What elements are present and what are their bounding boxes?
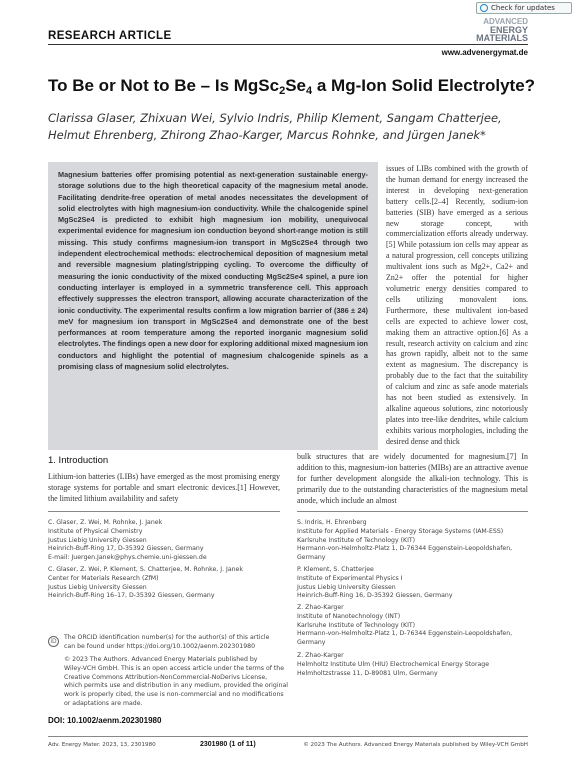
affiliation-line: C. Glaser, Z. Wei, P. Klement, S. Chatterjee, M. Rohnke, J. Janek xyxy=(48,566,243,573)
affiliation-block xyxy=(48,519,280,563)
footer-copyright: © 2023 The Authors. Advanced Energy Materials published by Wiley-VCH GmbH xyxy=(303,742,528,748)
affiliation-line: S. Indris, H. Ehrenberg xyxy=(297,519,367,526)
affiliation-line: Helmholtzstrasse 11, D-89081 Ulm, Germany xyxy=(297,669,438,677)
affiliation-line: Helmholtz Institute Ulm (HIU) Electrochemical Energy Storage xyxy=(297,660,490,668)
body-column-right: issues of LIBs combined with the growth of the human demand for energy increased the interest in developing next-generation battery cells.[2–4] Recently, sodium-ion batteries (SIB) have emerged as a serious new storage concept, with commercialization efforts already underway.[5] While potassium ion cells may appear as a natural progression, cell concepts utilizing multivalent ions such as Mg2+, Ca2+ and Zn2+ offer the potential for higher volumetric energy densities compared to cells utilizing monovalent ions. Furthermore, these multivalent ion-based cells are expected to achieve lower cost, making them an attractive option.[6] As a result, research activity on calcium and zinc has grown rapidly, albeit not to the same extent as magnesium. The discrepancy is probably due to the fact that the suitability of calcium and zinc as safe anode materials has not been studied as extensively. In alkaline aqueous solutions, zinc notoriously plates into tree-like dendrites, while calcium exhibits various morphologies, including the desired dense and thick xyxy=(386,164,528,446)
footnote-divider xyxy=(297,511,528,512)
logo-line-2: ENERGY xyxy=(489,25,528,35)
logo-line-1: ADVANCED xyxy=(483,17,528,26)
affiliation-line: Germany xyxy=(297,639,326,647)
journal-url-link[interactable]: www.advenergymat.de xyxy=(441,48,528,57)
author-list xyxy=(48,110,538,144)
title-sub: 4 xyxy=(306,85,313,97)
abstract-box xyxy=(48,162,378,450)
affiliation-line: Justus Liebig University Giessen xyxy=(297,583,396,591)
license-line: which permits use and distribution in any medium, provided the original xyxy=(64,682,288,690)
orcid-line: The ORCID identification number(s) for the author(s) of this article xyxy=(64,634,270,641)
check-for-updates-label: Check for updates xyxy=(491,4,555,12)
affiliation-block xyxy=(297,652,528,678)
affiliation-block xyxy=(297,519,528,563)
doi-label[interactable]: DOI: 10.1002/aenm.202301980 xyxy=(48,716,162,725)
refresh-icon xyxy=(480,4,488,12)
license-line: Creative Commons Attribution-NonCommercial-NoDerivs License, xyxy=(64,673,268,681)
affiliation-line: Justus Liebig University Giessen xyxy=(48,536,147,544)
affiliation-line: Hermann-von-Helmholtz-Platz 1, D-76344 Eggenstein-Leopoldshafen, xyxy=(297,630,513,638)
affiliation-line: Hermann-von-Helmholtz-Platz 1, D-76344 Eggenstein-Leopoldshafen, xyxy=(297,545,513,553)
title-sub: 2 xyxy=(279,85,286,97)
license-note xyxy=(64,656,288,709)
journal-logo xyxy=(476,18,528,42)
footnote-divider xyxy=(48,511,280,512)
affiliation-block xyxy=(297,566,528,601)
orcid-icon: iD xyxy=(48,636,59,647)
title-part: To Be or Not to Be – Is MgSc xyxy=(48,76,280,95)
logo-line-3: MATERIALS xyxy=(476,33,528,43)
title-part: Se xyxy=(285,76,307,95)
affiliation-line: Heinrich-Buff-Ring 17, D-35392 Giessen, Germany xyxy=(48,545,204,553)
affiliation-line: Institute of Nanotechnology (INT) xyxy=(297,612,401,620)
orcid-text xyxy=(64,634,269,652)
affiliation-line: P. Klement, S. Chatterjee xyxy=(297,566,374,573)
footer-citation: Adv. Energy Mater. 2023, 13, 2301980 xyxy=(48,742,156,748)
license-line: or adaptations are made. xyxy=(64,699,143,707)
affiliation-line: Z. Zhao-Karger xyxy=(297,604,344,611)
section-tag: RESEARCH ARTICLE xyxy=(48,30,172,42)
affiliation-block xyxy=(297,604,528,648)
body-paragraph-right: bulk structures that are widely documented for magnesium.[7] In addition to this, magnesium-ion batteries (MIBs) are an attractive avenue for further development alongside the alkali-ion technology. This is primarily due to the outstanding characteristics of the magnesium metal anode, which include an almost xyxy=(297,452,528,505)
header-divider xyxy=(48,44,528,45)
check-for-updates-button[interactable] xyxy=(476,2,572,14)
email-link[interactable]: E-mail: Juergen.Janek@phys.chemie.uni-giessen.de xyxy=(48,554,207,562)
author-line: Helmut Ehrenberg, Zhirong Zhao-Karger, Marcus Rohnke, and Jürgen Janek* xyxy=(48,128,486,142)
footer-page-number: 2301980 (1 of 11) xyxy=(200,741,256,748)
page-header xyxy=(48,17,528,60)
license-line: Wiley-VCH GmbH. This is an open access article under the terms of the xyxy=(64,664,285,672)
body-column-left: Lithium-ion batteries (LIBs) have emerged as the most promising energy storage systems for portable and smart electronic devices.[1] However, the limited lithium availability and safety xyxy=(48,472,280,503)
affiliation-line: Center for Materials Research (ZfM) xyxy=(48,574,159,582)
affiliation-line: Justus Liebig University Giessen xyxy=(48,583,147,591)
affiliation-line: Heinrich-Buff-Ring 16, D-35392 Giessen, Germany xyxy=(297,592,453,600)
section-heading-introduction: 1. Introduction xyxy=(48,455,109,466)
abstract-text: Magnesium batteries offer promising potential as next-generation sustainable energy-storage solutions due to the high theoretical capacity of the magnesium metal anode. Facilitating dendrite-free operation of metal anodes necessitates the development of solid electrolytes with high magnesium-ion conductivity. While the chalcogenide spinel MgSc2Se4 is predicted to exhibit high magnesium ion mobility, unequivocal experimental evidence for magnesium ion conduction beyond short-range motion is still missing. This study confirms magnesium-ion transport in MgSc2Se4 through two independent electrochemical methods: electrochemical deposition of magnesium metal and reversible magnesium plating/stripping cycling. To overcome the difficulty of measuring the ionic conductivity of the mixed conducting MgSc2Se4 spinel, a pure ion conducting interlayer is employed in a symmetric transference cell. This approach effectively suppresses the electron transport, allowing accurate characterization of the ionic conductivity. The experimental results confirm a low migration barrier of (386 ± 24) meV for magnesium ion transport in MgSc2Se4 and demonstrate one of the best performances at room temperature among the reported inorganic magnesium solid electrolytes. The findings open a new door for exploring additional mixed magnesium ion conductors and highlight the potential of magnesium chalcogenide spinels as a promising class of magnesium solid electrolytes. xyxy=(58,170,368,372)
author-line: Clarissa Glaser, Zhixuan Wei, Sylvio Indris, Philip Klement, Sangam Chatterjee, xyxy=(48,111,502,125)
license-line: © 2023 The Authors. Advanced Energy Materials published by xyxy=(64,656,258,663)
article-title xyxy=(48,76,538,97)
affiliation-line: Karlsruhe Institute of Technology (KIT) xyxy=(297,621,416,629)
title-part: a Mg-Ion Solid Electrolyte? xyxy=(312,76,536,95)
affiliation-line: Germany xyxy=(297,554,326,562)
orcid-note xyxy=(48,634,280,652)
affiliation-line: Z. Zhao-Karger xyxy=(297,652,344,659)
footer-divider xyxy=(48,736,528,737)
affiliation-line: Institute of Experimental Physics I xyxy=(297,574,403,582)
affiliation-line: Heinrich-Buff-Ring 16–17, D-35392 Giessen, Germany xyxy=(48,592,215,600)
affiliation-line: Institute for Applied Materials - Energy Storage Systems (IAM-ESS) xyxy=(297,527,504,535)
affiliation-line: Karlsruhe Institute of Technology (KIT) xyxy=(297,536,416,544)
orcid-doi-link[interactable]: can be found under https://doi.org/10.1002/aenm.202301980 xyxy=(64,642,255,650)
affiliation-line: Institute of Physical Chemistry xyxy=(48,527,143,535)
affiliation-line: C. Glaser, Z. Wei, M. Rohnke, J. Janek xyxy=(48,519,163,526)
license-line: work is properly cited, the use is non-commercial and no modifications xyxy=(64,691,284,699)
affiliation-block xyxy=(48,566,280,601)
